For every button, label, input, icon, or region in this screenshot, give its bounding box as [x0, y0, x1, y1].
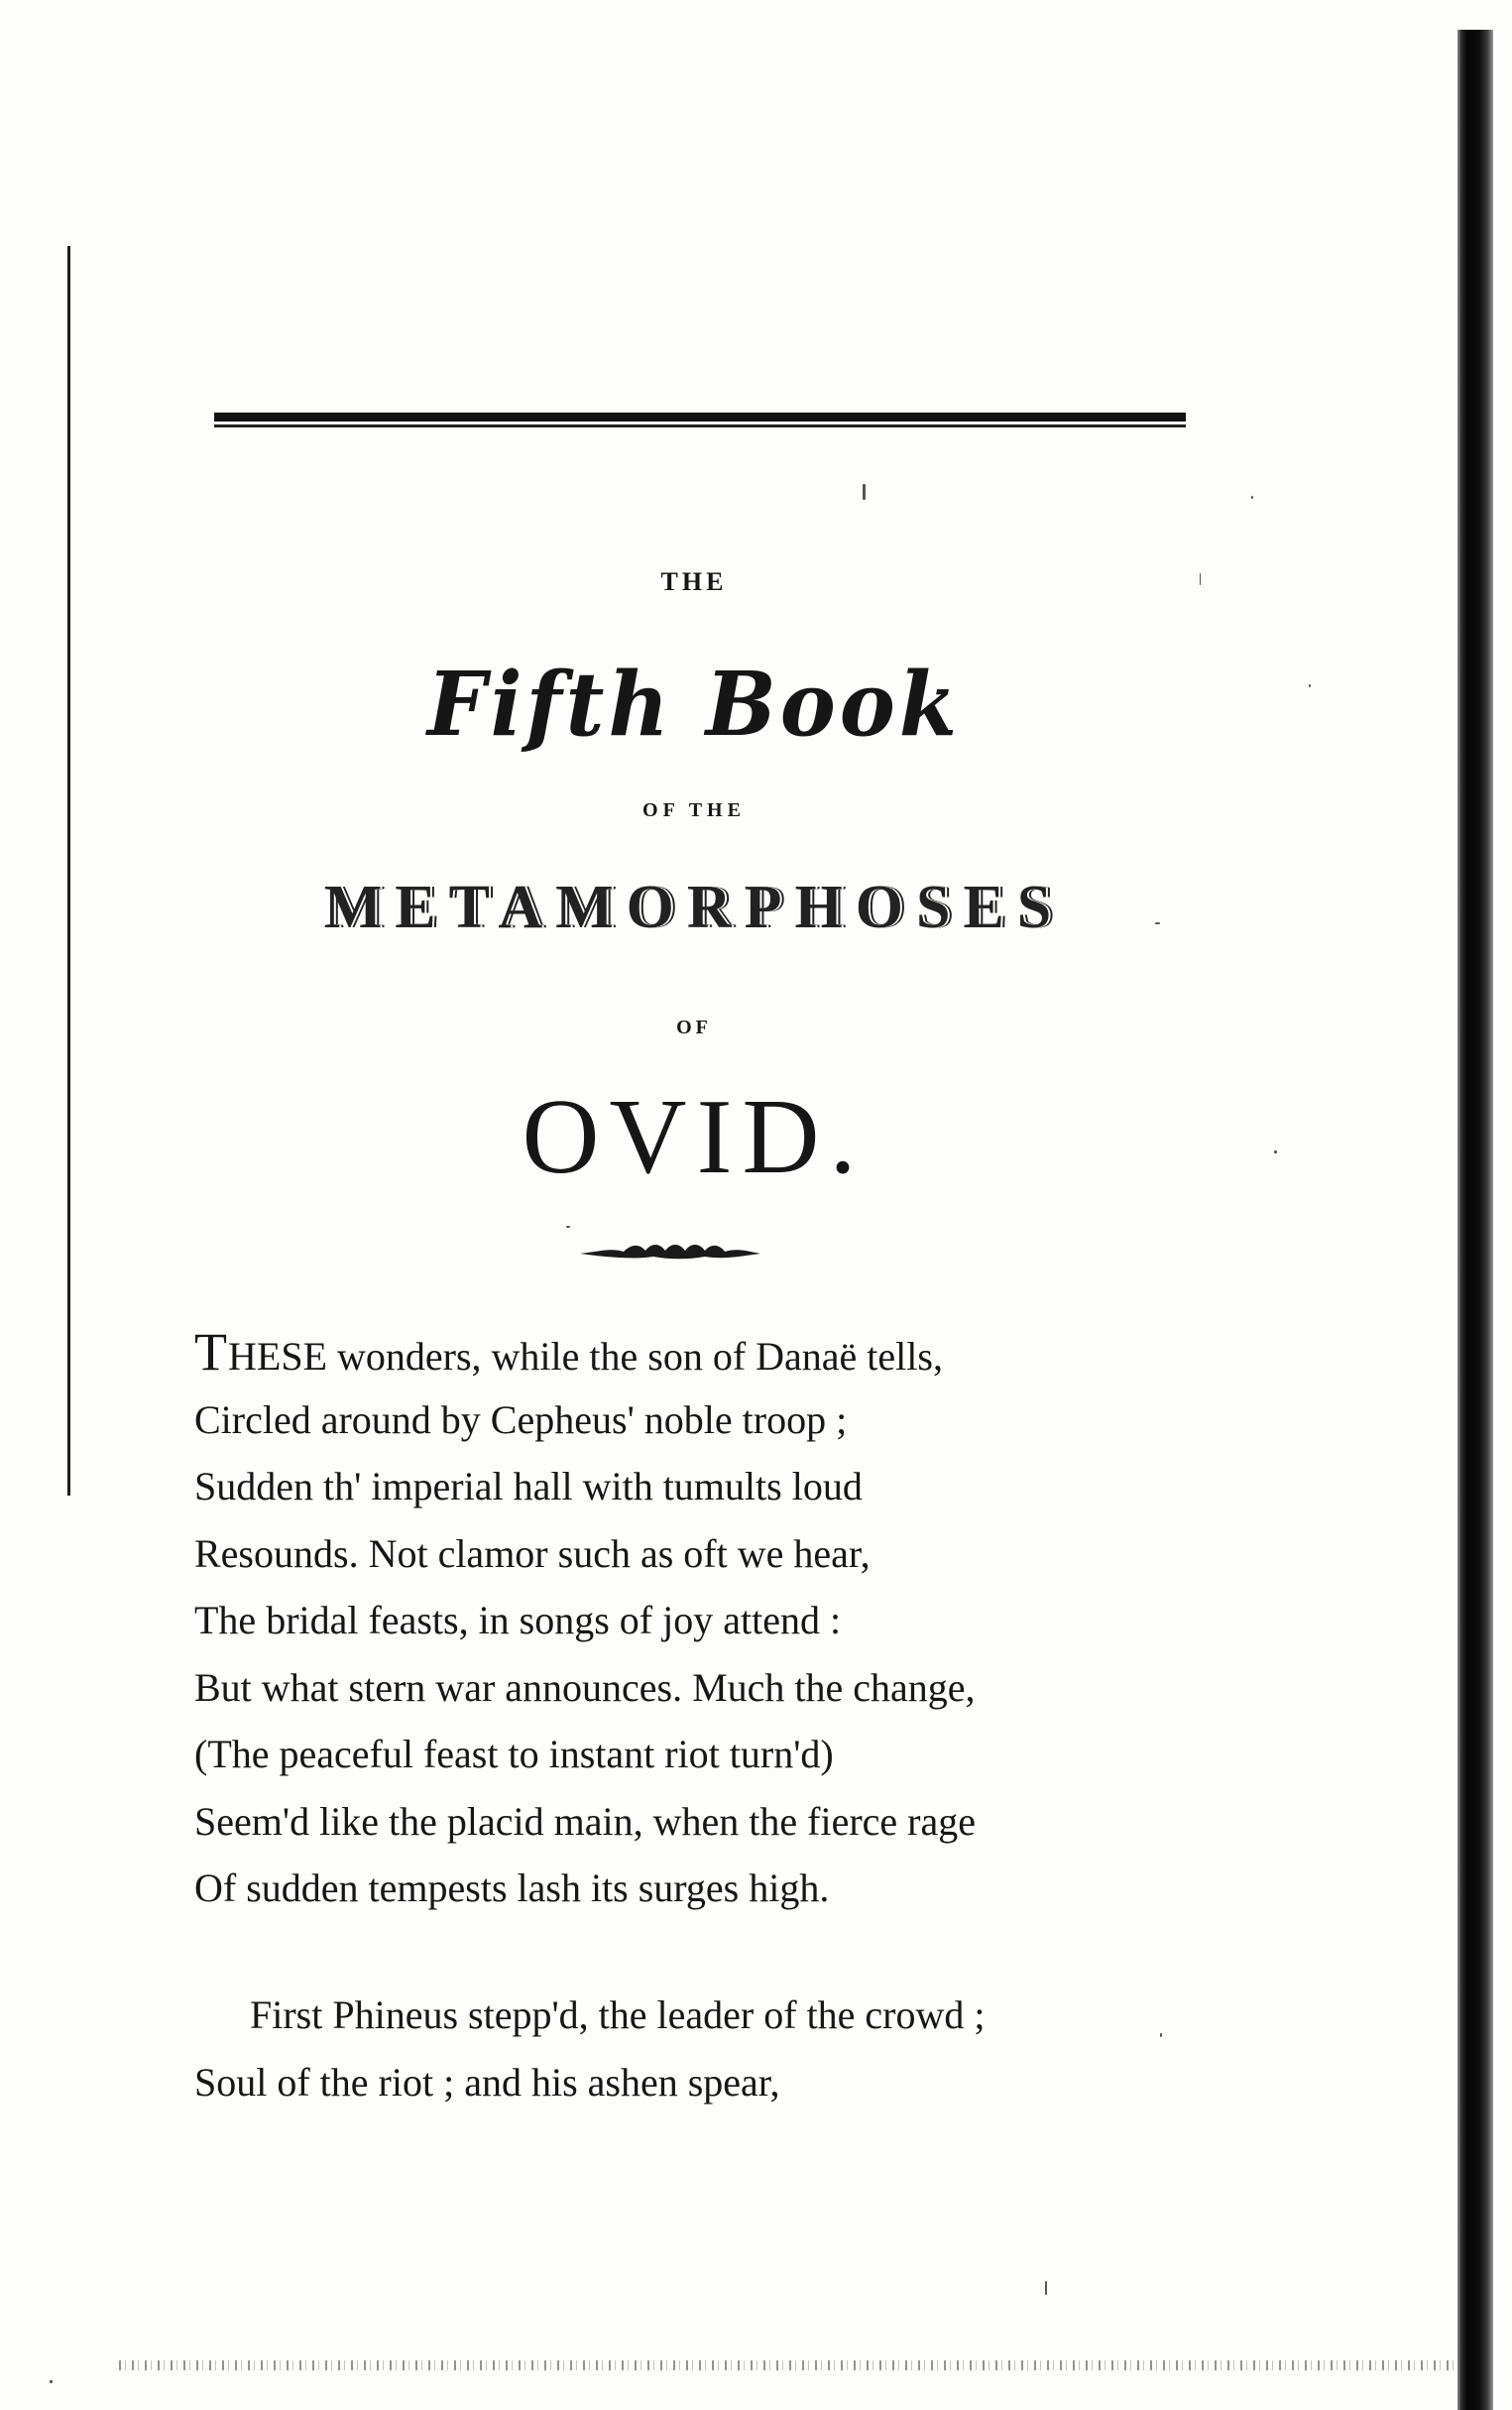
- book-title: Fifth Book: [426, 652, 962, 756]
- poem-stanza-2: [194, 1982, 1186, 2115]
- verse-line: First Phineus stepp'd, the leader of the crowd ;: [250, 1992, 986, 2037]
- verse-line: (The peaceful feast to instant riot turn'd): [194, 1732, 834, 1776]
- left-binding-line: [67, 246, 70, 1496]
- right-page-edge: [1457, 30, 1493, 2410]
- work-title: METAMORPHOSES: [323, 874, 1065, 941]
- drop-cap: T: [194, 1322, 228, 1382]
- of-the-label: OF THE: [642, 799, 746, 821]
- bottom-scan-noise: [119, 2360, 1457, 2370]
- verse-line-text: HESE wonders, while the son of Danaë tells,: [228, 1334, 943, 1379]
- poem-stanza-1: [194, 1319, 1186, 1922]
- author-name: OVID.: [522, 1078, 867, 1196]
- verse-line: Seem'd like the placid main, when the fierce rage: [194, 1798, 976, 1844]
- verse-line: The bridal feasts, in songs of joy attend :: [194, 1598, 842, 1642]
- of-label: OF: [676, 1017, 712, 1038]
- verse-line: Sudden th' imperial hall with tumults loud: [194, 1464, 863, 1508]
- the-label: THE: [660, 567, 728, 596]
- verse-line: Soul of the riot ; and his ashen spear,: [194, 2059, 780, 2105]
- verse-line: Of sudden tempests lash its surges high.: [194, 1866, 830, 1910]
- head-rule: [214, 411, 1186, 432]
- verse-line: But what stern war announces. Much the change,: [194, 1664, 976, 1710]
- verse-line: Circled around by Cepheus' noble troop ;: [194, 1396, 848, 1442]
- decorative-ornament: [580, 1238, 760, 1264]
- verse-line: [194, 1319, 1186, 1386]
- verse-line: Resounds. Not clamor such as oft we hear,: [194, 1530, 871, 1576]
